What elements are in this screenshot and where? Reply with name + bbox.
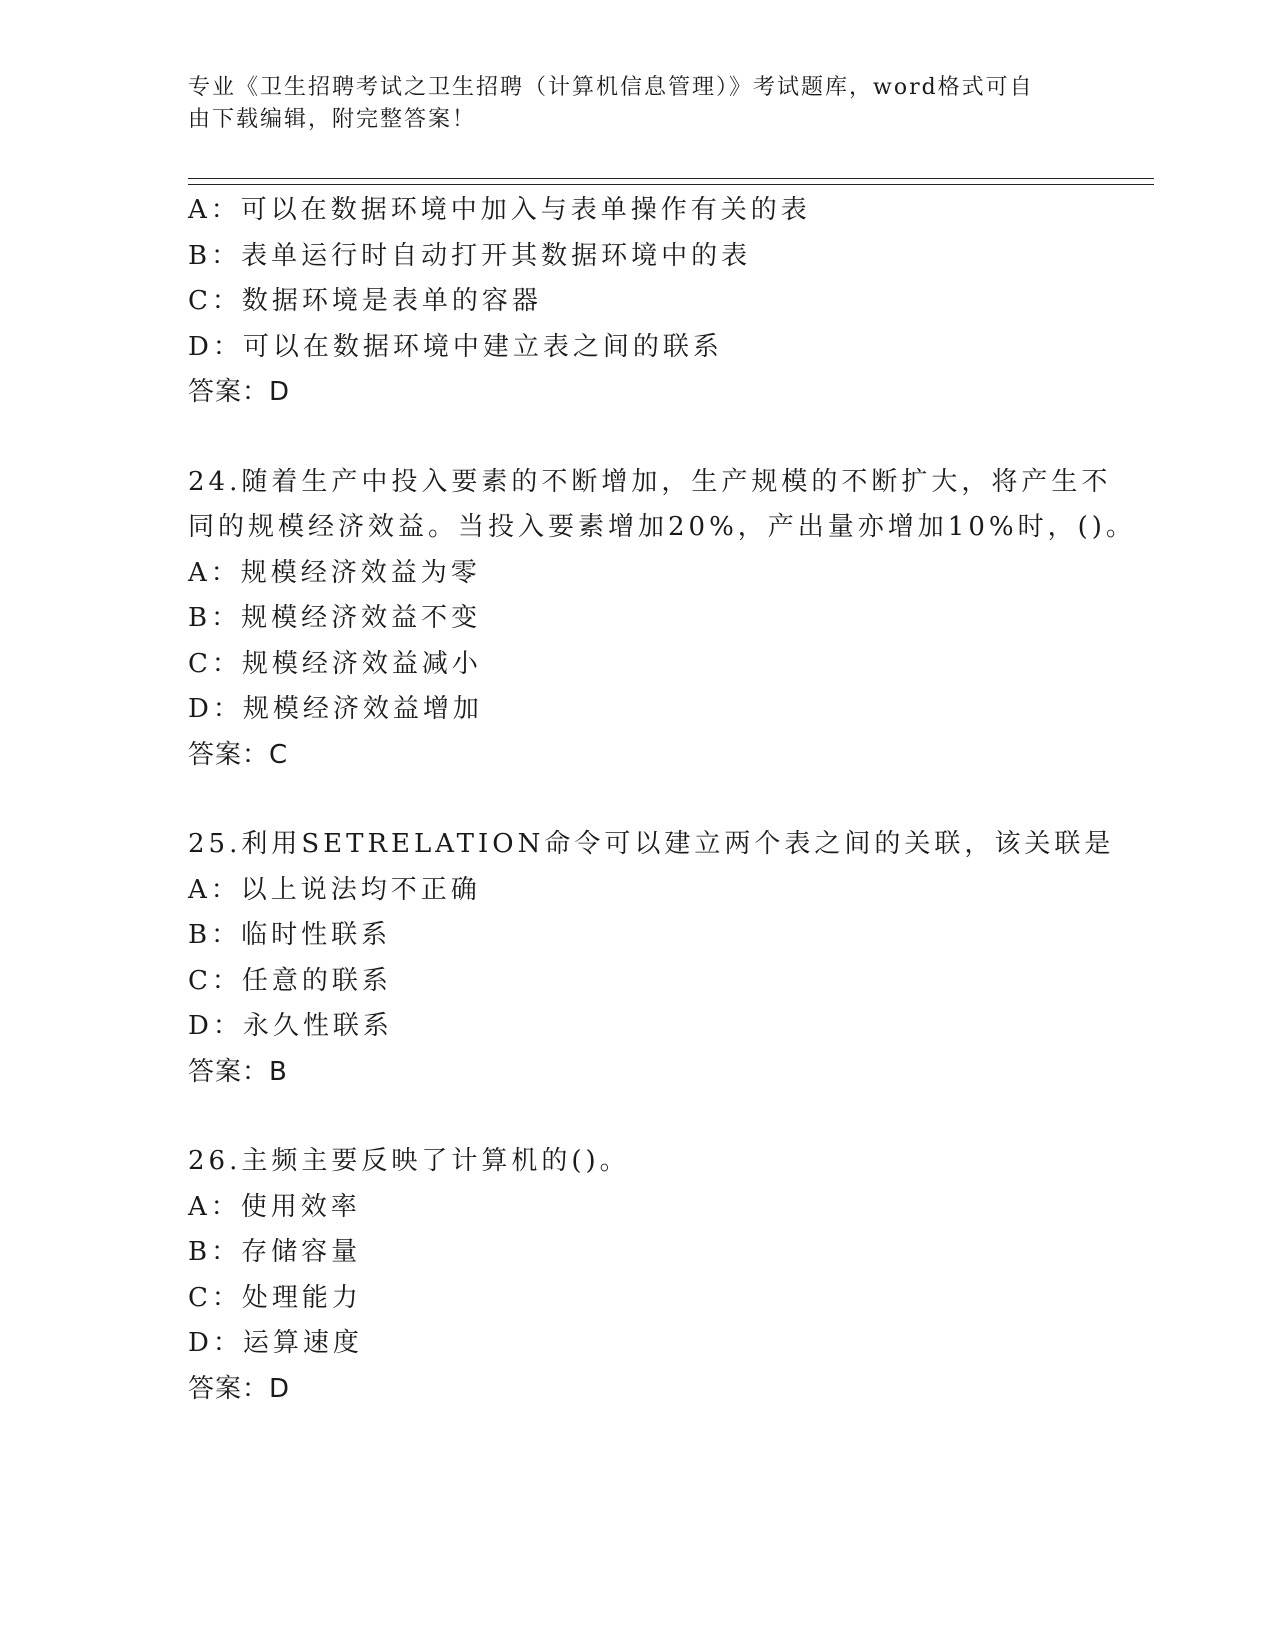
spacer [188,778,1088,822]
option-b: B：表单运行时自动打开其数据环境中的表 [188,240,752,271]
question-list [188,188,1136,1412]
question-block-24 [188,460,1136,779]
question-text-line-1: 25.利用SETRELATION命令可以建立两个表之间的关联，该关联是 [188,829,1115,859]
option-c: C：处理能力 [188,1282,362,1313]
option-a: A：规模经济效益为零 [188,557,481,588]
option-b: B：规模经济效益不变 [188,603,482,633]
header-divider-top [188,178,1154,179]
question-text-line-1: 26.主频主要反映了计算机的()。 [188,1146,630,1176]
header-line-1: 专业《卫生招聘考试之卫生招聘（计算机信息管理）》考试题库，word格式可自 [188,75,1034,100]
option-a: A：可以在数据环境中加入与表单操作有关的表 [188,195,811,225]
question-block-26 [188,1139,1088,1412]
answer-line: 答案：B [188,1056,288,1087]
option-b: B：临时性联系 [188,920,392,950]
question-text-line-1: 24.随着生产中投入要素的不断增加，生产规模的不断扩大，将产生不 [188,466,1112,497]
question-block-25 [188,822,1115,1095]
option-c: C：数据环境是表单的容器 [188,286,542,316]
question-block-partial [188,188,1088,416]
question-text-line-2: 同的规模经济效益。当投入要素增加20%，产出量亦增加10%时，()。 [188,512,1136,542]
option-d: D：运算速度 [188,1328,363,1358]
answer-line: 答案：C [188,739,289,770]
header-line-2: 由下载编辑，附完整答案！ [188,107,477,132]
option-c: C：规模经济效益减小 [188,648,482,679]
option-c: C：任意的联系 [188,965,392,996]
document-header [188,72,1068,136]
header-divider-bottom [188,184,1154,185]
option-d: D：规模经济效益增加 [188,694,483,724]
option-b: B：存储容量 [188,1237,362,1267]
spacer [188,416,1088,460]
option-a: A：使用效率 [188,1191,361,1222]
answer-line: 答案：D [188,1373,291,1404]
spacer [188,1095,1088,1139]
option-d: D：可以在数据环境中建立表之间的联系 [188,331,723,362]
option-a: A：以上说法均不正确 [188,874,481,905]
answer-line: 答案：D [188,377,291,407]
option-d: D：永久性联系 [188,1011,393,1041]
